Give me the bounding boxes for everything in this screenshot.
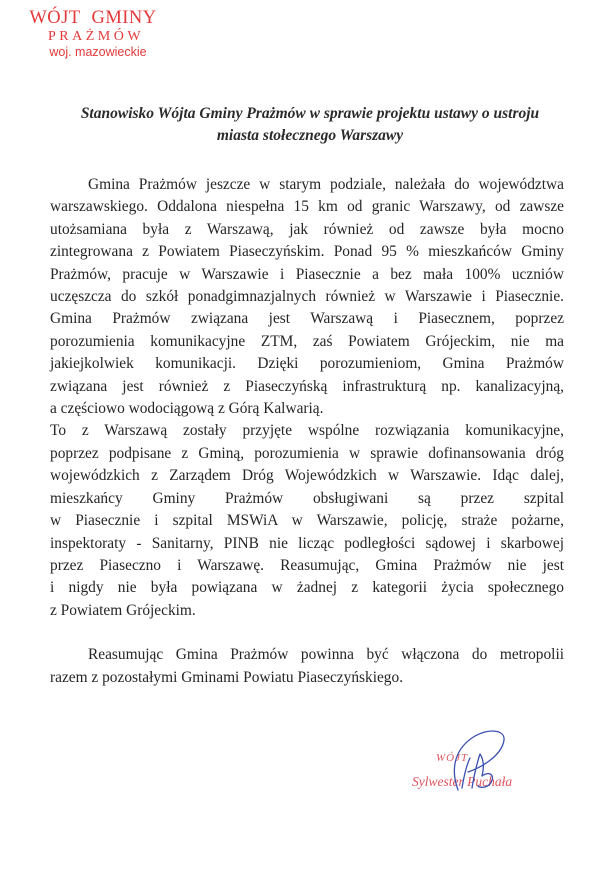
text-line: zintegrowana z Powiatem Piaseczyńskim. Ponad 95 % mieszkańców Gminy [50, 243, 564, 261]
text-line: Reasumując Gmina Prażmów powinna być włączona do metropolii [88, 646, 564, 664]
text-line: z Powiatem Grójeckim. [50, 601, 196, 619]
letterhead-voivodeship: woj. mazowieckie [49, 45, 147, 59]
text-line: porozumienia komunikacyjne ZTM, zaś Powiatem Grójeckim, nie ma [50, 332, 564, 350]
signature-block [400, 728, 550, 808]
signature-stroke [454, 731, 504, 790]
text-line: warszawskiego. Oddalona niespełna 15 km od granic Warszawy, od zawsze [50, 198, 564, 216]
document-body [50, 174, 564, 689]
text-line: w Piasecznie i szpital MSWiA w Warszawie, policję, straże pożarne, [50, 512, 564, 530]
text-line: mieszkańcy Gminy Prażmów obsługiwani są przez szpital [50, 489, 564, 507]
text-line: jakiejkolwiek komunikacji. Dzięki porozumieniom, Gmina Prażmów [50, 355, 564, 373]
text-line: utożsamiana była z Warszawą, jak również od zawsze była mocno [50, 220, 564, 238]
text-line: inspektoraty - Sanitarny, PINB nie licząc podległości sądowej i skarbowej [50, 534, 564, 552]
text-line: Gmina Prażmów jeszcze w starym podziale, należała do województwa [88, 176, 564, 193]
text-line: Gmina Prażmów związana jest Warszawą i Piasecznem, poprzez [50, 310, 564, 328]
paragraph-3 [50, 644, 564, 689]
signature-stamp-name: Sylwester Puchała [412, 774, 513, 789]
text-line: uczęszcza do szkół ponadgimnazjalnych również w Warszawie i Piasecznie. [50, 288, 564, 306]
text-line: poprzez podpisane z Gminą, porozumienia w sprawie dofinansowania dróg [50, 444, 564, 462]
text-line: związana jest również z Piaseczyńską infrastrukturą np. kanalizacyjną, [50, 377, 564, 395]
paragraph-1 [50, 174, 564, 420]
text-line: a częściowo wodociągową z Górą Kalwarią. [50, 400, 324, 418]
document-title [20, 103, 600, 147]
letterhead-title: WÓJT GMINY [29, 8, 157, 28]
signature-stamp-title: WÓJT [436, 752, 469, 764]
letterhead-stamp [18, 8, 168, 60]
text-line: wojewódzkich z Zarządem Dróg Wojewódzkich w Warszawie. Idąc dalej, [50, 467, 564, 485]
text-line: i nigdy nie była powiązana w żadnej z kategorii życia społecznego [50, 579, 564, 597]
paragraph-2 [50, 420, 564, 622]
text-line: przez Piaseczno i Warszawę. Reasumując, Gmina Prażmów nie jest [50, 556, 564, 574]
document-title-line-1: Stanowisko Wójta Gminy Prażmów w sprawie projektu ustawy o ustroju [80, 105, 540, 122]
letterhead-municipality: PRAŻMÓW [47, 29, 145, 44]
text-line: Prażmów, pracuje w Warszawie i Piasecznie a bez mała 100% uczniów [50, 265, 564, 283]
text-line: razem z pozostałymi Gminami Powiatu Piaseczyńskiego. [50, 668, 404, 686]
text-line: To z Warszawą zostały przyjęte wspólne rozwiązania komunikacyjne, [50, 422, 564, 440]
handwritten-signature-icon [400, 728, 550, 808]
document-title-line-2: miasta stołecznego Warszawy [216, 127, 404, 144]
